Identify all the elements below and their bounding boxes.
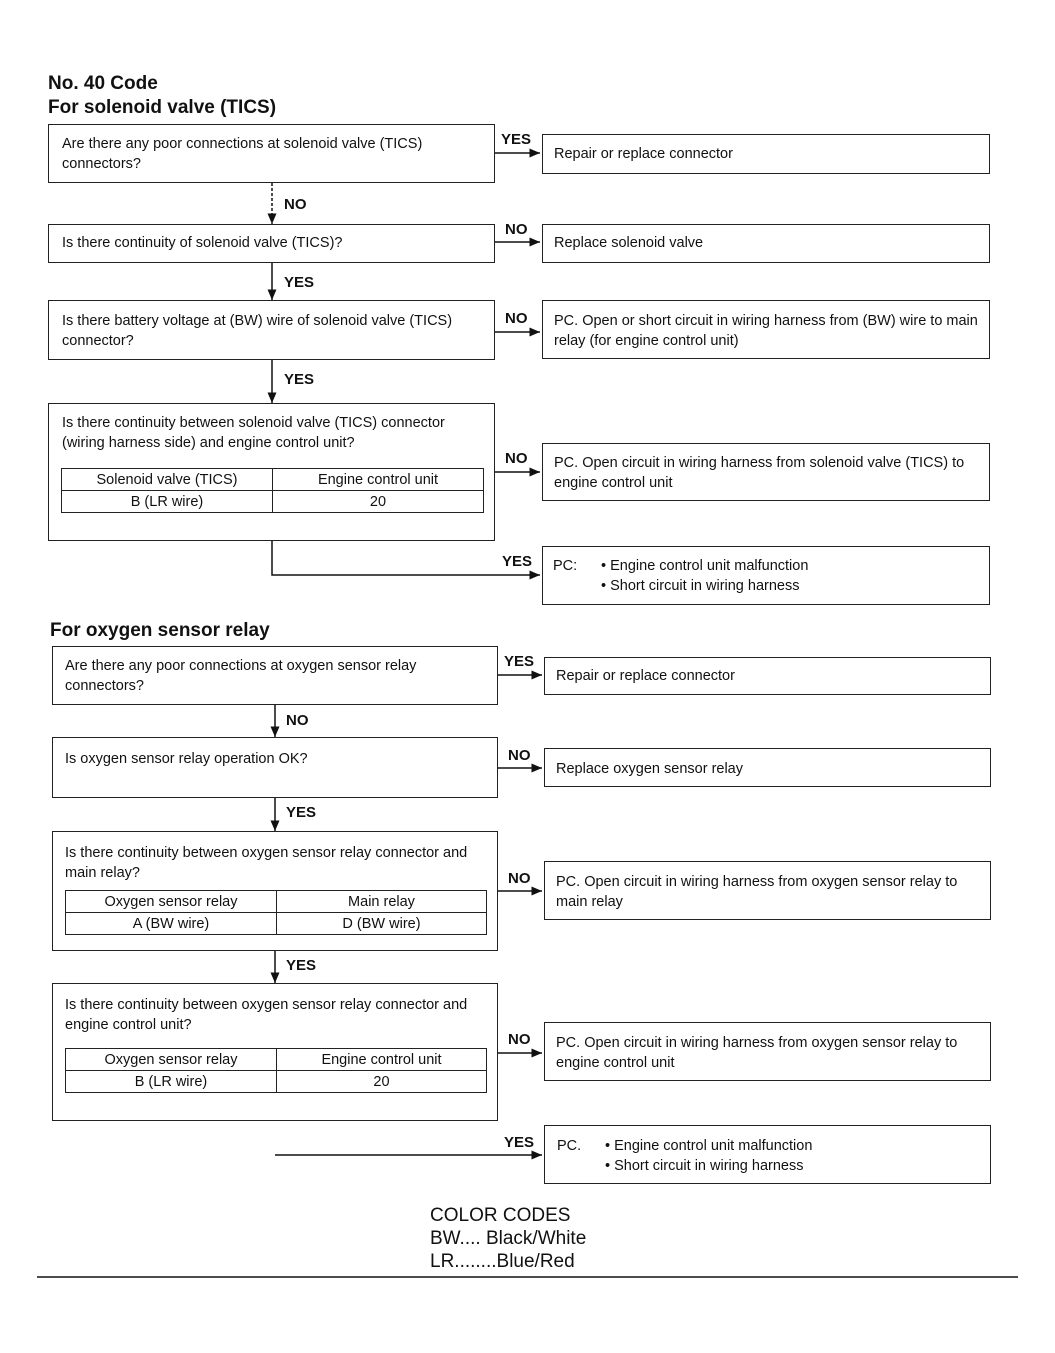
s1-yes-label-2: YES	[284, 274, 315, 291]
list-item: • Short circuit in wiring harness	[605, 1157, 804, 1174]
section1-title: For solenoid valve (TICS)	[48, 97, 277, 118]
table-header-cell: Engine control unit	[277, 1049, 487, 1071]
table-header-cell: Main relay	[277, 891, 487, 913]
s1-yes-label-1: YES	[501, 131, 532, 148]
s1-no-label-4: NO	[505, 450, 528, 467]
list-item: • Engine control unit malfunction	[605, 1138, 813, 1154]
table-header-cell: Oxygen sensor relay	[66, 1049, 277, 1071]
s2-ecu-table	[65, 1048, 487, 1093]
s1-answer-1: Repair or replace connector	[542, 134, 990, 174]
s2-no-label-3: NO	[508, 870, 531, 887]
s2-no-label-4: NO	[508, 1031, 531, 1048]
table-cell: A (BW wire)	[66, 913, 277, 935]
s1-answer-3: PC. Open or short circuit in wiring harness from (BW) wire to main relay (for engine control unit)	[542, 300, 990, 359]
s2-question-2: Is oxygen sensor relay operation OK?	[52, 737, 498, 798]
s2-answer-1: Repair or replace connector	[544, 657, 991, 695]
table-cell: D (BW wire)	[277, 913, 487, 935]
s2-yes-label-1: YES	[504, 653, 535, 670]
table-header-cell: Oxygen sensor relay	[66, 891, 277, 913]
s2-pc-list	[605, 1137, 812, 1176]
section2-title: For oxygen sensor relay	[50, 620, 270, 641]
table-cell: B (LR wire)	[62, 491, 273, 513]
s1-answer-5: PC: • Engine control unit malfunction • Short circuit in wiring harness	[542, 546, 990, 605]
s1-question-4: Is there continuity between solenoid valve (TICS) connector (wiring harness side) and engine control unit? Solenoid valve (TICS) Engine control unit B (LR wire) 20	[48, 403, 495, 541]
s1-yes-label-3: YES	[284, 371, 315, 388]
s2-question-4: Is there continuity between oxygen sensor relay connector and engine control unit? Oxygen sensor relay Engine control unit B (LR wire) 20	[52, 983, 498, 1121]
s1-question-2: Is there continuity of solenoid valve (TICS)?	[48, 224, 495, 263]
s2-no-label-1: NO	[286, 712, 309, 729]
s1-no-label-1: NO	[284, 196, 307, 213]
table-cell: 20	[273, 491, 484, 513]
s2-yes-label-4: YES	[504, 1134, 535, 1151]
s1-no-label-3: NO	[505, 310, 528, 327]
s2-no-label-2: NO	[508, 747, 531, 764]
table-cell: 20	[277, 1071, 487, 1093]
color-code-bw: BW.... Black/White	[430, 1228, 587, 1249]
s1-yes-label-4: YES	[502, 553, 533, 570]
s1-question-1: Are there any poor connections at solenoid valve (TICS) connectors?	[48, 124, 495, 183]
code-title: No. 40 Code	[48, 73, 158, 94]
s1-no-label-2: NO	[505, 221, 528, 238]
s2-answer-2: Replace oxygen sensor relay	[544, 748, 991, 787]
list-item: • Engine control unit malfunction	[601, 558, 809, 574]
s2-answer-4: PC. Open circuit in wiring harness from oxygen sensor relay to engine control unit	[544, 1022, 991, 1081]
s2-yes-label-2: YES	[286, 804, 317, 821]
color-code-lr: LR........Blue/Red	[430, 1251, 575, 1272]
s1-question-3: Is there battery voltage at (BW) wire of solenoid valve (TICS) connector?	[48, 300, 495, 360]
s2-question-3: Is there continuity between oxygen sensor relay connector and main relay? Oxygen sensor relay Main relay A (BW wire) D (BW wire)	[52, 831, 498, 951]
table-cell: B (LR wire)	[66, 1071, 277, 1093]
s1-answer-2: Replace solenoid valve	[542, 224, 990, 263]
s2-main-relay-table	[65, 890, 487, 935]
s2-yes-label-3: YES	[286, 957, 317, 974]
s2-answer-3: PC. Open circuit in wiring harness from oxygen sensor relay to main relay	[544, 861, 991, 920]
table-header-cell: Solenoid valve (TICS)	[62, 469, 273, 491]
s1-answer-4: PC. Open circuit in wiring harness from solenoid valve (TICS) to engine control unit	[542, 443, 990, 501]
s1-continuity-table	[61, 468, 484, 513]
s1-pc-list	[601, 557, 808, 596]
list-item: • Short circuit in wiring harness	[601, 577, 800, 594]
s2-question-1: Are there any poor connections at oxygen sensor relay connectors?	[52, 646, 498, 705]
table-header-cell: Engine control unit	[273, 469, 484, 491]
color-codes-title: COLOR CODES	[430, 1205, 571, 1226]
s2-answer-5: PC. • Engine control unit malfunction • Short circuit in wiring harness	[544, 1125, 991, 1184]
